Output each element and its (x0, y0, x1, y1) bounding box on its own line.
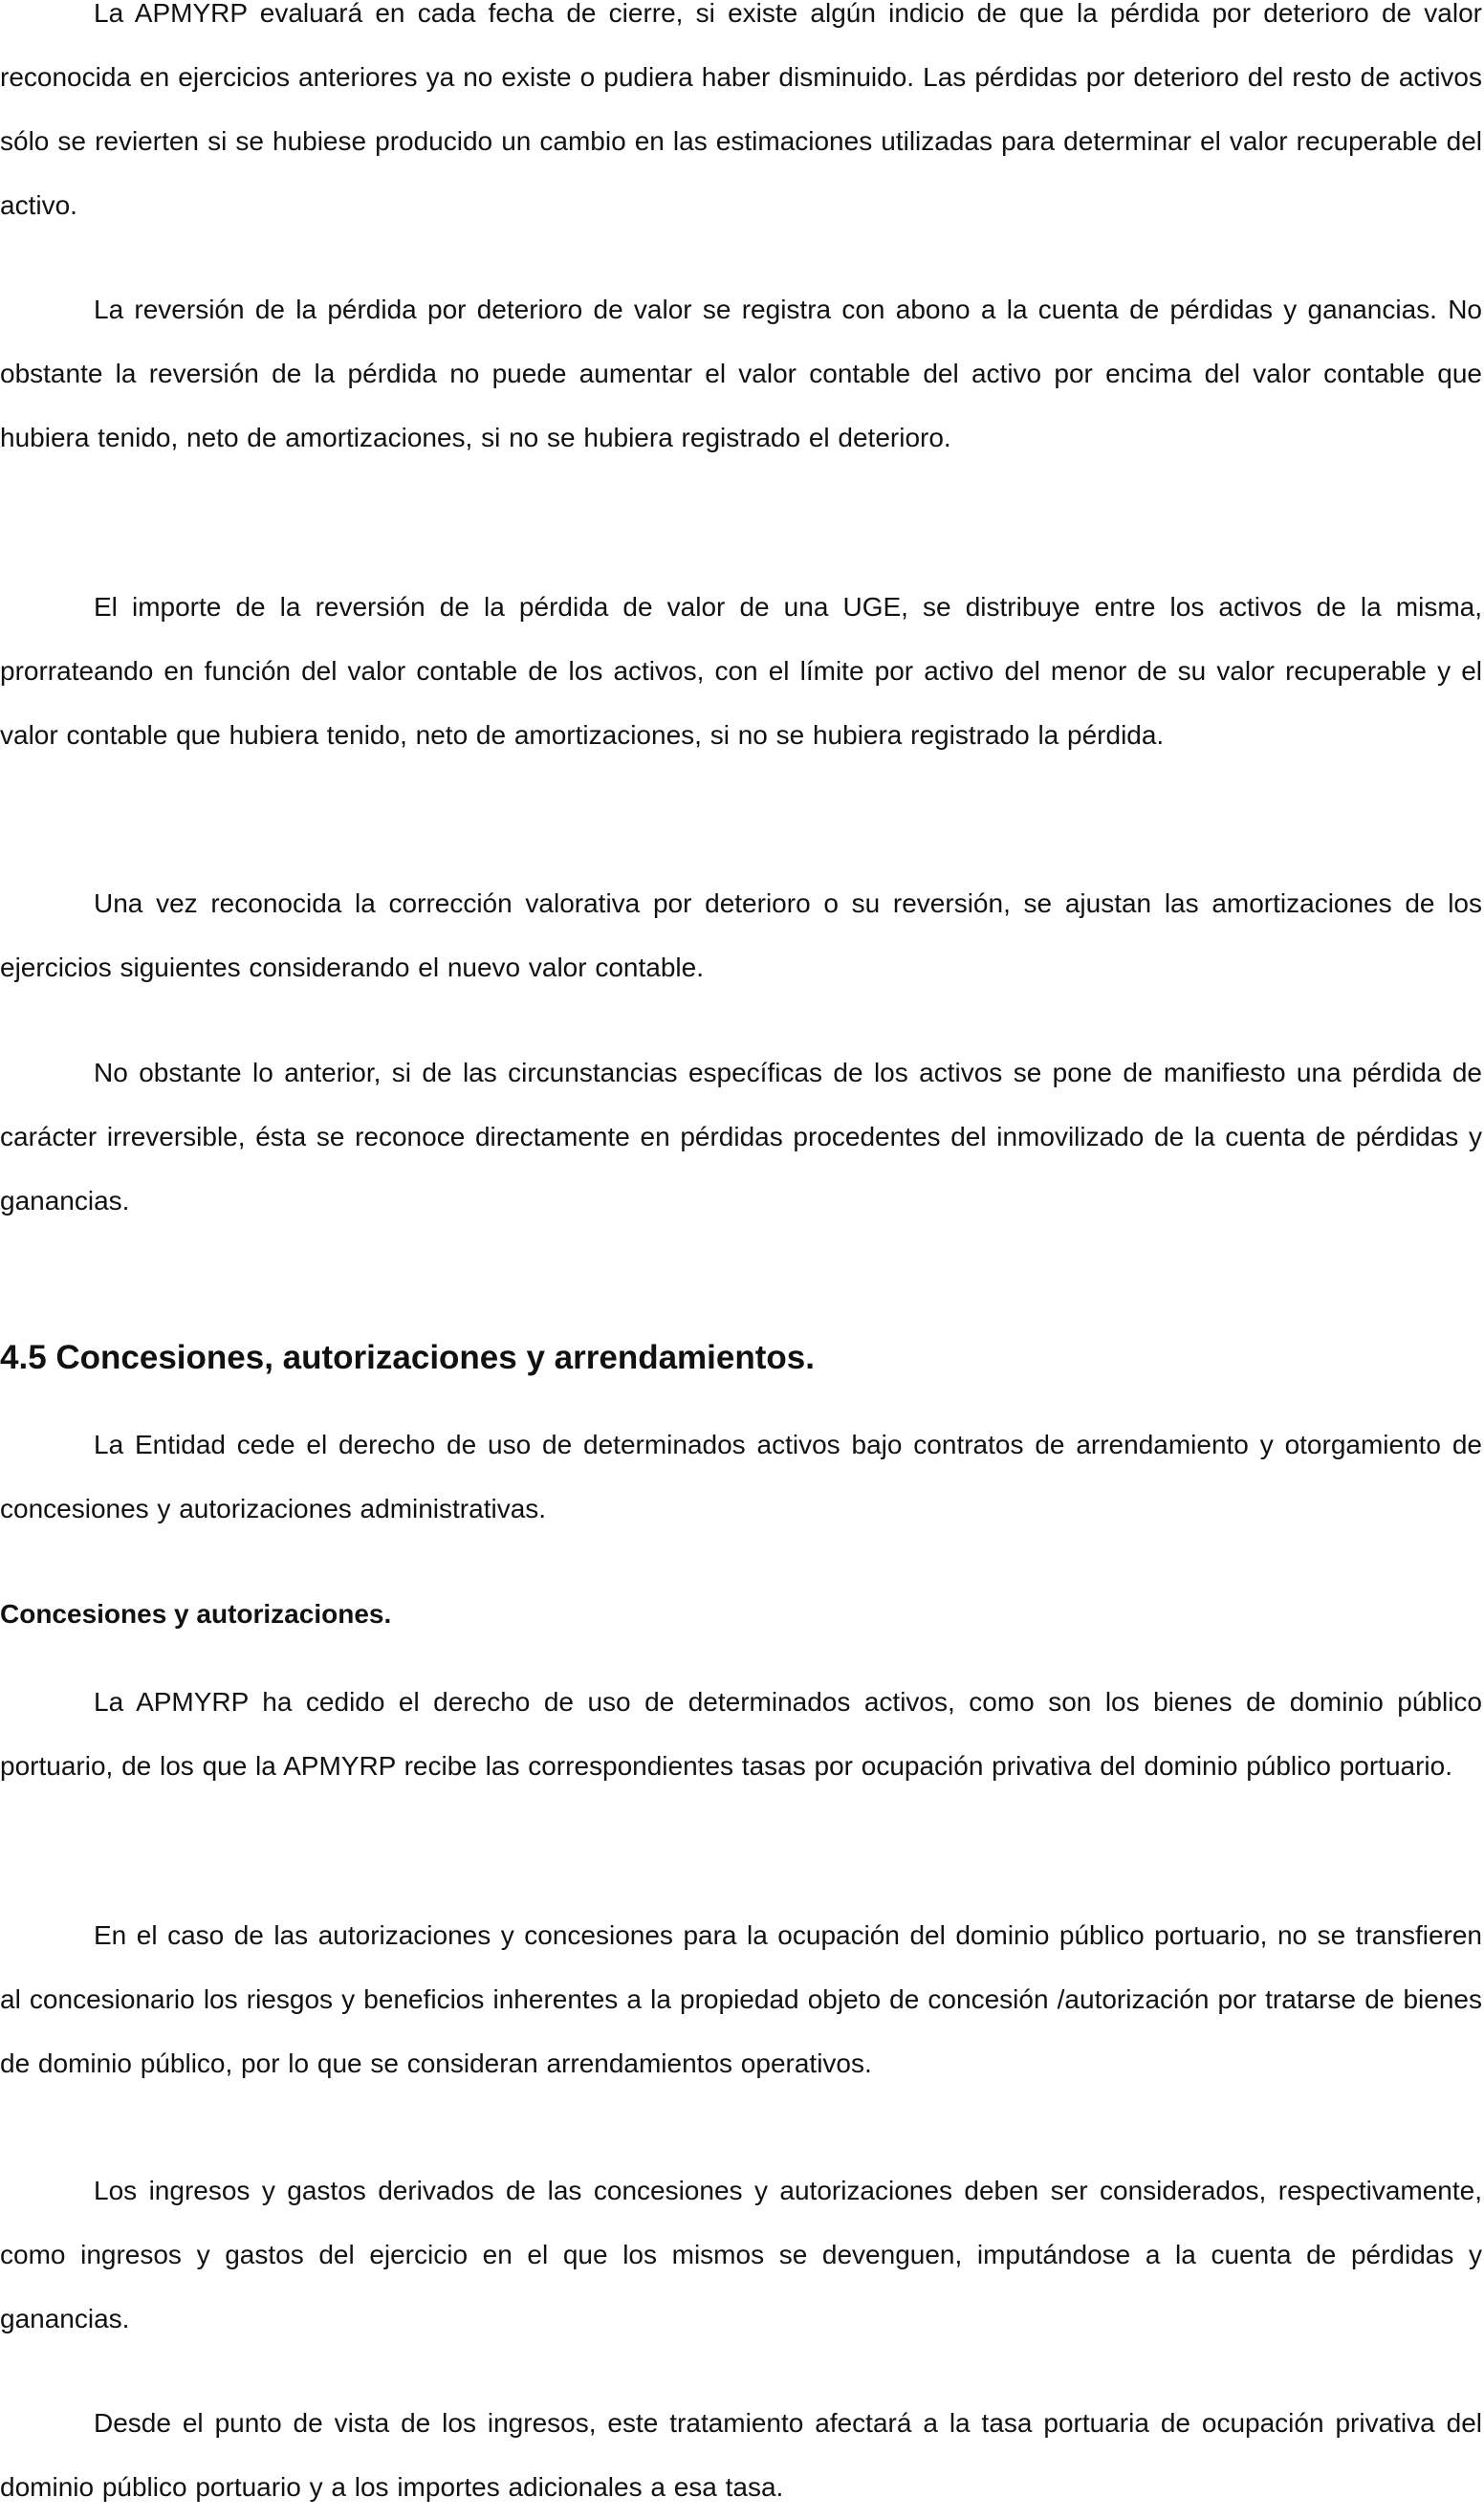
paragraph-port-fee: Desde el punto de vista de los ingresos, este tratamiento afectará a la tasa portuaria de ocupación privativa del dominio público portuario y a los importes adicionales a esa tasa. (0, 2408, 1482, 2502)
paragraph-operating-leases: En el caso de las autorizaciones y concesiones para la ocupación del dominio público portuario, no se transfieren al concesionario los riesgos y beneficios inherentes a la propiedad objeto de concesión /autorización por tratarse de bienes de dominio público, por lo que se consideran arrendamientos operativos. (0, 1920, 1482, 2078)
paragraph-public-domain-assets: La APMYRP ha cedido el derecho de uso de determinados activos, como son los bienes de dominio público portuario, de los que la APMYRP recibe las correspondientes tasas por ocupación privativa del dominio público portuario. (0, 1687, 1482, 1781)
paragraph-income-expenses: Los ingresos y gastos derivados de las concesiones y autorizaciones deben ser considerados, respectivamente, como ingresos y gastos del ejercicio en el que los mismos se devenguen, imputándose a la cuenta de pérdidas y ganancias. (0, 2176, 1482, 2333)
paragraph-impairment-evaluation: La APMYRP evaluará en cada fecha de cierre, si existe algún indicio de que la pérdida por deterioro de valor reconocida en ejercicios anteriores ya no existe o pudiera haber disminuido. Las pérdidas por deterioro del resto de activos sólo se revierten si se hubiese producido un cambio en las estimaciones utilizadas para determinar el valor recuperable del activo. (0, 0, 1482, 220)
section-heading: 4.5 Concesiones, autorizaciones y arrendamientos. (0, 1339, 815, 1376)
subsection-heading: Concesiones y autorizaciones. (0, 1599, 392, 1629)
paragraph-uge-reversal: El importe de la reversión de la pérdida de valor de una UGE, se distribuye entre los activos de la misma, prorrateando en función del valor contable de los activos, con el límite por activo del menor de su valor recuperable y el valor contable que hubiera tenido, neto de amortizaciones, si no se hubiera registrado la pérdida. (0, 592, 1482, 750)
paragraph-section-intro: La Entidad cede el derecho de uso de determinados activos bajo contratos de arrendamiento y otorgamiento de concesiones y autorizaciones administrativas. (0, 1430, 1482, 1523)
paragraph-amortization-adjustment: Una vez reconocida la corrección valorativa por deterioro o su reversión, se ajustan las amortizaciones de los ejercicios siguientes considerando el nuevo valor contable. (0, 888, 1482, 982)
paragraph-irreversible-loss: No obstante lo anterior, si de las circunstancias específicas de los activos se pone de manifiesto una pérdida de carácter irreversible, ésta se reconoce directamente en pérdidas procedentes del inmovilizado de la cuenta de pérdidas y ganancias. (0, 1058, 1482, 1216)
paragraph-impairment-reversal: La reversión de la pérdida por deterioro de valor se registra con abono a la cuenta de pérdidas y ganancias. No obstante la reversión de la pérdida no puede aumentar el valor contable del activo por encima del valor contable que hubiera tenido, neto de amortizaciones, si no se hubiera registrado el deterioro. (0, 295, 1482, 452)
